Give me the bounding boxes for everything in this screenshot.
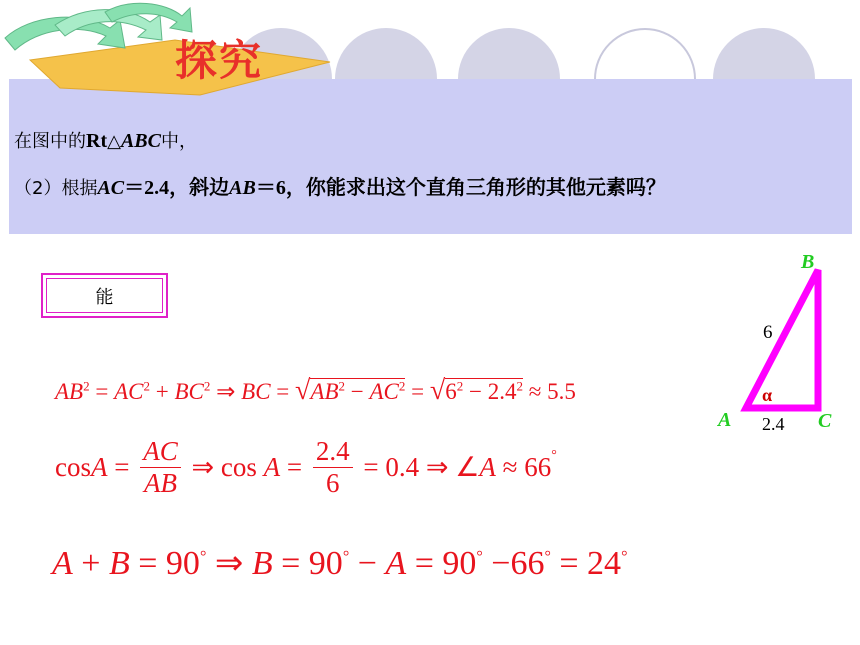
math-text: − (349, 545, 386, 582)
math-text: = 90 (272, 545, 343, 582)
math-text: AC (369, 379, 399, 404)
degree-symbol: ° (551, 448, 557, 463)
exponent: 2 (203, 378, 211, 394)
sqrt-content (445, 378, 523, 404)
hypotenuse-label: 6 (763, 322, 773, 343)
text: （2）根据 (14, 178, 98, 199)
math-text: − 2.4 (463, 379, 517, 404)
math-text: BC (241, 379, 271, 404)
math-text: + (72, 545, 109, 582)
math-text: = (107, 452, 137, 482)
math-text: A (263, 452, 281, 482)
fraction (140, 436, 181, 499)
math-text: ⇒ (210, 379, 242, 404)
exponent: 2 (398, 378, 406, 394)
equation-angle-sum (52, 543, 627, 583)
sqrt-sign-icon: √ (295, 375, 311, 406)
degree-symbol: ° (476, 548, 483, 566)
equation-pythagoras (55, 375, 576, 407)
math-text: A (91, 452, 108, 482)
math-text: = (270, 379, 296, 404)
math-text: −66 (482, 545, 545, 582)
math-text: − (345, 379, 370, 404)
triangle-shape (746, 270, 818, 408)
equation-cosine (55, 436, 557, 499)
math-text: = (89, 379, 115, 404)
text: AB (229, 177, 256, 199)
degree-symbol: ° (544, 548, 551, 566)
exponent: 2 (516, 378, 523, 394)
fraction (313, 436, 353, 499)
text: ABC (120, 130, 161, 152)
exponent: 2 (456, 378, 464, 394)
math-text: ≈ 5.5 (522, 379, 576, 404)
math-text: A (385, 545, 407, 582)
math-text: = 24 (550, 545, 622, 582)
degree-symbol: ° (199, 548, 207, 566)
triangle-symbol: △ (107, 131, 121, 152)
exponent: 2 (143, 378, 150, 394)
vertex-c-label: C (818, 410, 832, 432)
question-line-1 (14, 127, 197, 153)
numerator: 2.4 (315, 436, 350, 466)
answer-label: 能 (95, 286, 114, 308)
text: AC (97, 177, 125, 199)
angle-label: α (762, 385, 773, 405)
vertex-b-label: B (801, 251, 815, 273)
question-line-2 (14, 171, 666, 200)
math-text: cos (55, 452, 91, 482)
math-text: = (280, 452, 309, 482)
text: ＝2.4，斜边 (124, 177, 230, 199)
math-text: B (251, 545, 273, 582)
math-text: = 90 (129, 545, 200, 582)
answer-box (41, 273, 168, 318)
arrows-logo (0, 0, 340, 110)
sqrt-sign-icon: √ (429, 375, 446, 406)
math-text: AB (55, 379, 84, 404)
math-text: A (479, 452, 496, 482)
math-text: AB (310, 379, 339, 404)
denominator: 6 (325, 468, 340, 498)
math-text: = 0.4 ⇒ ∠ (356, 452, 480, 482)
math-text: BC (174, 379, 204, 404)
sqrt-content (310, 378, 405, 404)
denominator: AB (143, 468, 177, 498)
math-text: B (108, 545, 130, 582)
text: 在图中的 (14, 131, 86, 152)
degree-symbol: ° (621, 548, 628, 566)
text: 中， (160, 131, 197, 152)
base-label: 2.4 (762, 414, 785, 434)
math-text: AC (114, 379, 144, 404)
math-text: A (52, 545, 73, 582)
math-text: ≈ 66 (495, 452, 552, 482)
math-text: 6 (445, 379, 457, 404)
degree-symbol: ° (342, 548, 350, 566)
exponent: 2 (338, 378, 345, 394)
math-text: = 90 (406, 545, 477, 582)
math-text: = (405, 379, 430, 404)
exponent: 2 (83, 378, 90, 394)
text: ＝6，你能求出这个直角三角形的其他元素吗？ (255, 177, 666, 199)
triangle-figure (710, 245, 850, 440)
page-title: 探究 (175, 36, 264, 85)
math-text: + (149, 379, 175, 404)
text: Rt (86, 130, 108, 152)
math-text: ⇒ cos (184, 452, 264, 482)
numerator: AC (143, 436, 178, 466)
math-text: ⇒ (206, 545, 252, 582)
vertex-a-label: A (718, 409, 732, 431)
